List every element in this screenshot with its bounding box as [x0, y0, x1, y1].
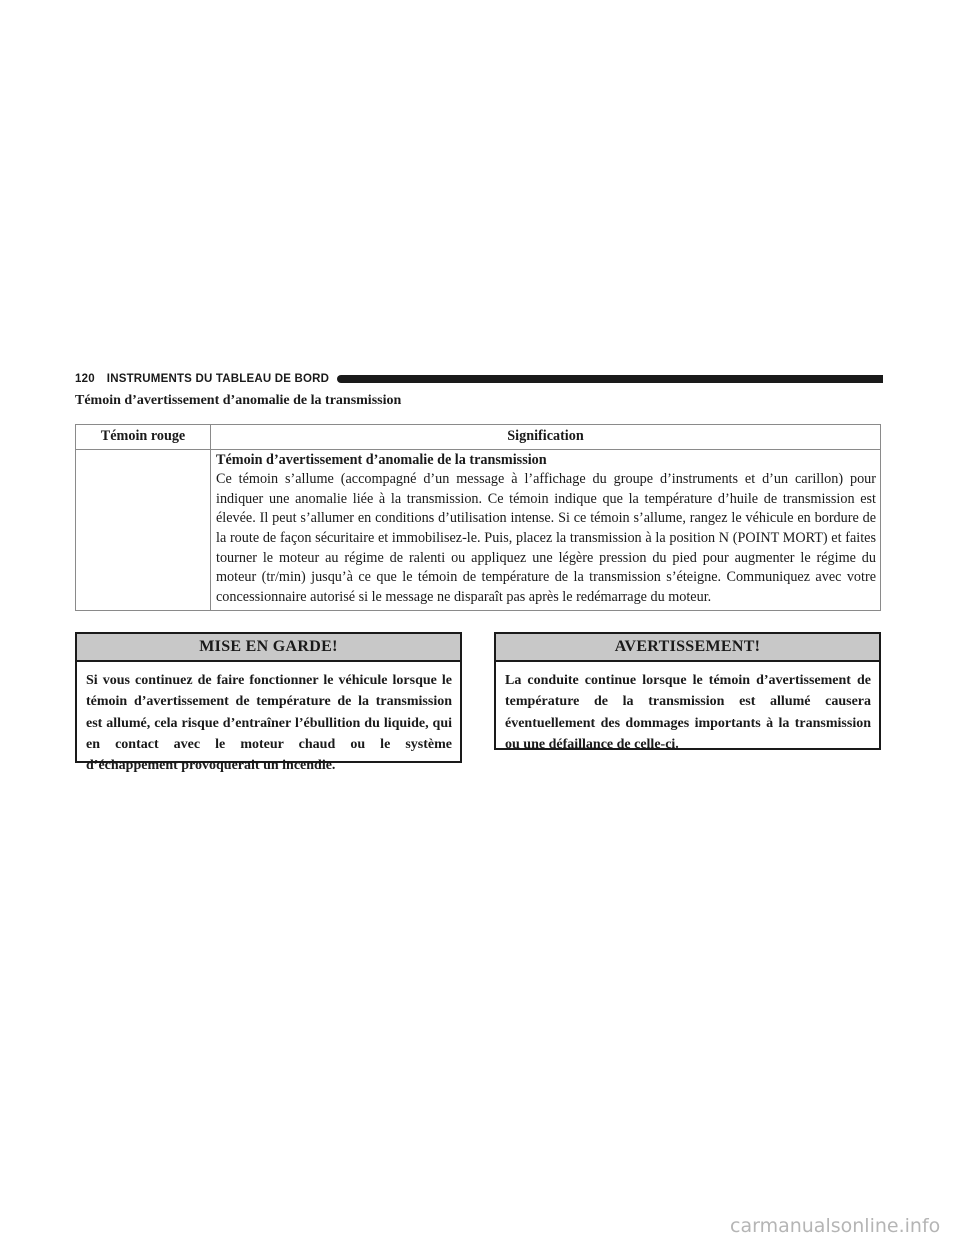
meaning-title: Témoin d’avertissement d’anomalie de la transmission: [216, 451, 547, 468]
warning-box: [494, 632, 881, 750]
indicator-table: [75, 424, 881, 611]
page-number: 120: [75, 373, 95, 385]
caution-box: [75, 632, 462, 774]
warning-text: La conduite continue lorsque le témoin d’avertissement de température de la transmission est allumé causera éventuellement des dommages importants à la transmission ou une défaillance de celle-ci.: [505, 673, 871, 752]
warning-title: AVERTISSEMENT!: [496, 634, 879, 662]
page-header: [75, 372, 883, 386]
table-header-row: [76, 425, 881, 450]
section-title: INSTRUMENTS DU TABLEAU DE BORD: [106, 373, 330, 385]
watermark: carmanualsonline.info: [730, 1215, 941, 1237]
indicator-cell: [76, 449, 211, 611]
meaning-text: Ce témoin s’allume (accompagné d’un message à l’affichage du groupe d’instruments et d’un carillon) pour indiquer une anomalie liée à la transmission. Ce témoin indique que la température d’huile de transmission est élevée. Il peut s’allumer en conditions d’utilisation intense. Si ce témoin s’allume, rangez le véhicule en bordure de la route de façon sécuritaire et immobilisez-le. Puis, placez la transmission à la position N (POINT MORT) et faites tourner le moteur au régime de ralenti ou appliquez une légère pression du pied pour augmenter le régime du moteur (tr/min) jusqu’à ce que le témoin de température de la transmission s’éteigne. Communiquez avec votre concessionnaire autorisé si le message ne disparaît pas après le redémarrage du moteur.: [216, 471, 876, 605]
caution-title: MISE EN GARDE!: [77, 634, 460, 662]
column-header-indicator: Témoin rouge: [76, 425, 211, 450]
meaning-cell: [211, 449, 881, 611]
table-row: [76, 449, 881, 611]
caution-text: Si vous continuez de faire fonctionner le véhicule lorsque le témoin d’avertissement de température de la transmission est allumé, cela risque d’entraîner l’ébullition du liquide, qui en contact avec le moteur chaud ou le système d’échappement provoquerait un incendie.: [86, 673, 452, 774]
section-heading: Témoin d’avertissement d’anomalie de la transmission: [75, 393, 402, 408]
header-rule: [337, 375, 883, 383]
column-header-meaning: Signification: [211, 425, 881, 450]
